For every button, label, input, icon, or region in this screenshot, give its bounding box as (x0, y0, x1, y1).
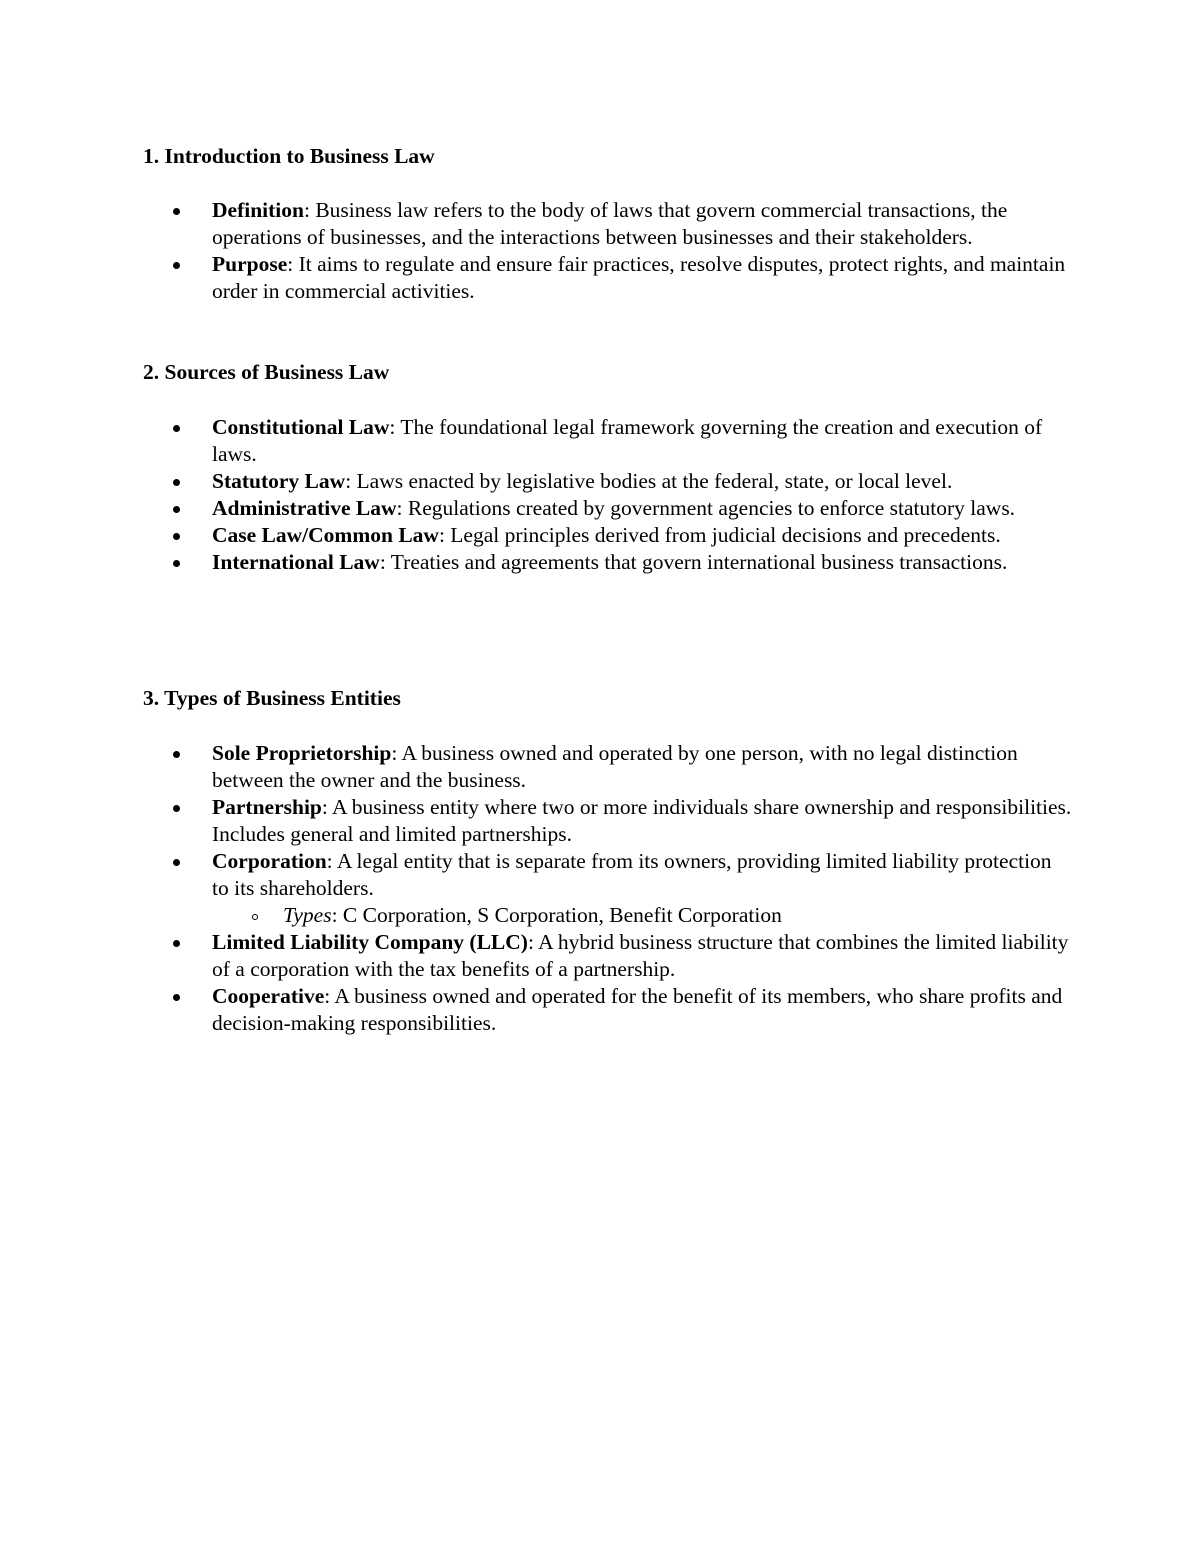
list-item (0, 549, 1072, 576)
sub-list-item (0, 902, 1200, 929)
list-item (0, 197, 1072, 251)
item-term: Partnership (212, 795, 322, 819)
item-text: : A hybrid business structure that combines the limited liability of a corporation with the tax benefits of a partnership. (212, 930, 1069, 981)
list-item (0, 794, 1072, 848)
item-term: Statutory Law (212, 469, 346, 493)
item-term: Case Law/Common Law (212, 523, 439, 547)
bullet-icon (173, 533, 180, 540)
sub-item-term: Types (283, 903, 332, 927)
list-item (0, 522, 1072, 549)
list-item (0, 414, 1072, 468)
item-text: : Laws enacted by legislative bodies at the federal, state, or local level. (345, 469, 953, 493)
bullet-list (0, 414, 1200, 576)
item-term: Limited Liability Company (LLC) (212, 930, 528, 954)
bullet-icon (173, 479, 180, 486)
section-heading: 1. Introduction to Business Law (143, 144, 435, 168)
list-item (0, 251, 1072, 305)
list-item (0, 495, 1072, 522)
sub-item-text: : C Corporation, S Corporation, Benefit Corporation (331, 903, 782, 927)
item-text: : Treaties and agreements that govern international business transactions. (379, 550, 1008, 574)
item-text: : The foundational legal framework governing the creation and execution of laws. (212, 415, 1043, 466)
item-text: : Business law refers to the body of laws that govern commercial transactions, the operations of businesses, and the interactions between businesses and their stakeholders. (212, 198, 1008, 249)
item-text: : A business owned and operated by one person, with no legal distinction between the owner and the business. (212, 741, 1018, 792)
item-term: International Law (212, 550, 380, 574)
bullet-icon (173, 751, 180, 758)
item-text: : A legal entity that is separate from its owners, providing limited liability protection to its shareholders. (212, 849, 1052, 900)
item-text: : It aims to regulate and ensure fair practices, resolve disputes, protect rights, and maintain order in commercial activities. (212, 252, 1066, 303)
bullet-icon (173, 208, 180, 215)
bullet-icon (173, 262, 180, 269)
bullet-icon (173, 560, 180, 567)
item-term: Sole Proprietorship (212, 741, 392, 765)
item-term: Definition (212, 198, 304, 222)
bullet-icon (173, 994, 180, 1001)
item-term: Cooperative (212, 984, 325, 1008)
item-term: Administrative Law (212, 496, 397, 520)
item-text: : Regulations created by government agencies to enforce statutory laws. (396, 496, 1016, 520)
item-term: Purpose (212, 252, 288, 276)
bullet-icon (173, 506, 180, 513)
list-item (0, 468, 1072, 495)
bullet-icon (173, 859, 180, 866)
item-text: : Legal principles derived from judicial decisions and precedents. (438, 523, 1001, 547)
item-term: Constitutional Law (212, 415, 390, 439)
list-item (0, 740, 1072, 794)
list-item (0, 929, 1072, 983)
bullet-icon (173, 940, 180, 947)
section-heading: 3. Types of Business Entities (143, 686, 401, 710)
section-heading: 2. Sources of Business Law (143, 360, 390, 384)
item-text: : A business entity where two or more individuals share ownership and responsibilities. Includes general and limited partnerships. (212, 795, 1072, 846)
bullet-icon (173, 425, 180, 432)
bullet-list (0, 197, 1200, 305)
list-item (0, 983, 1072, 1037)
item-term: Corporation (212, 849, 327, 873)
bullet-list (0, 740, 1200, 1037)
list-item (0, 848, 1072, 902)
bullet-icon (173, 805, 180, 812)
item-text: : A business owned and operated for the benefit of its members, who share profits and decision-making responsibilities. (212, 984, 1063, 1035)
hollow-circle-icon (252, 914, 258, 920)
